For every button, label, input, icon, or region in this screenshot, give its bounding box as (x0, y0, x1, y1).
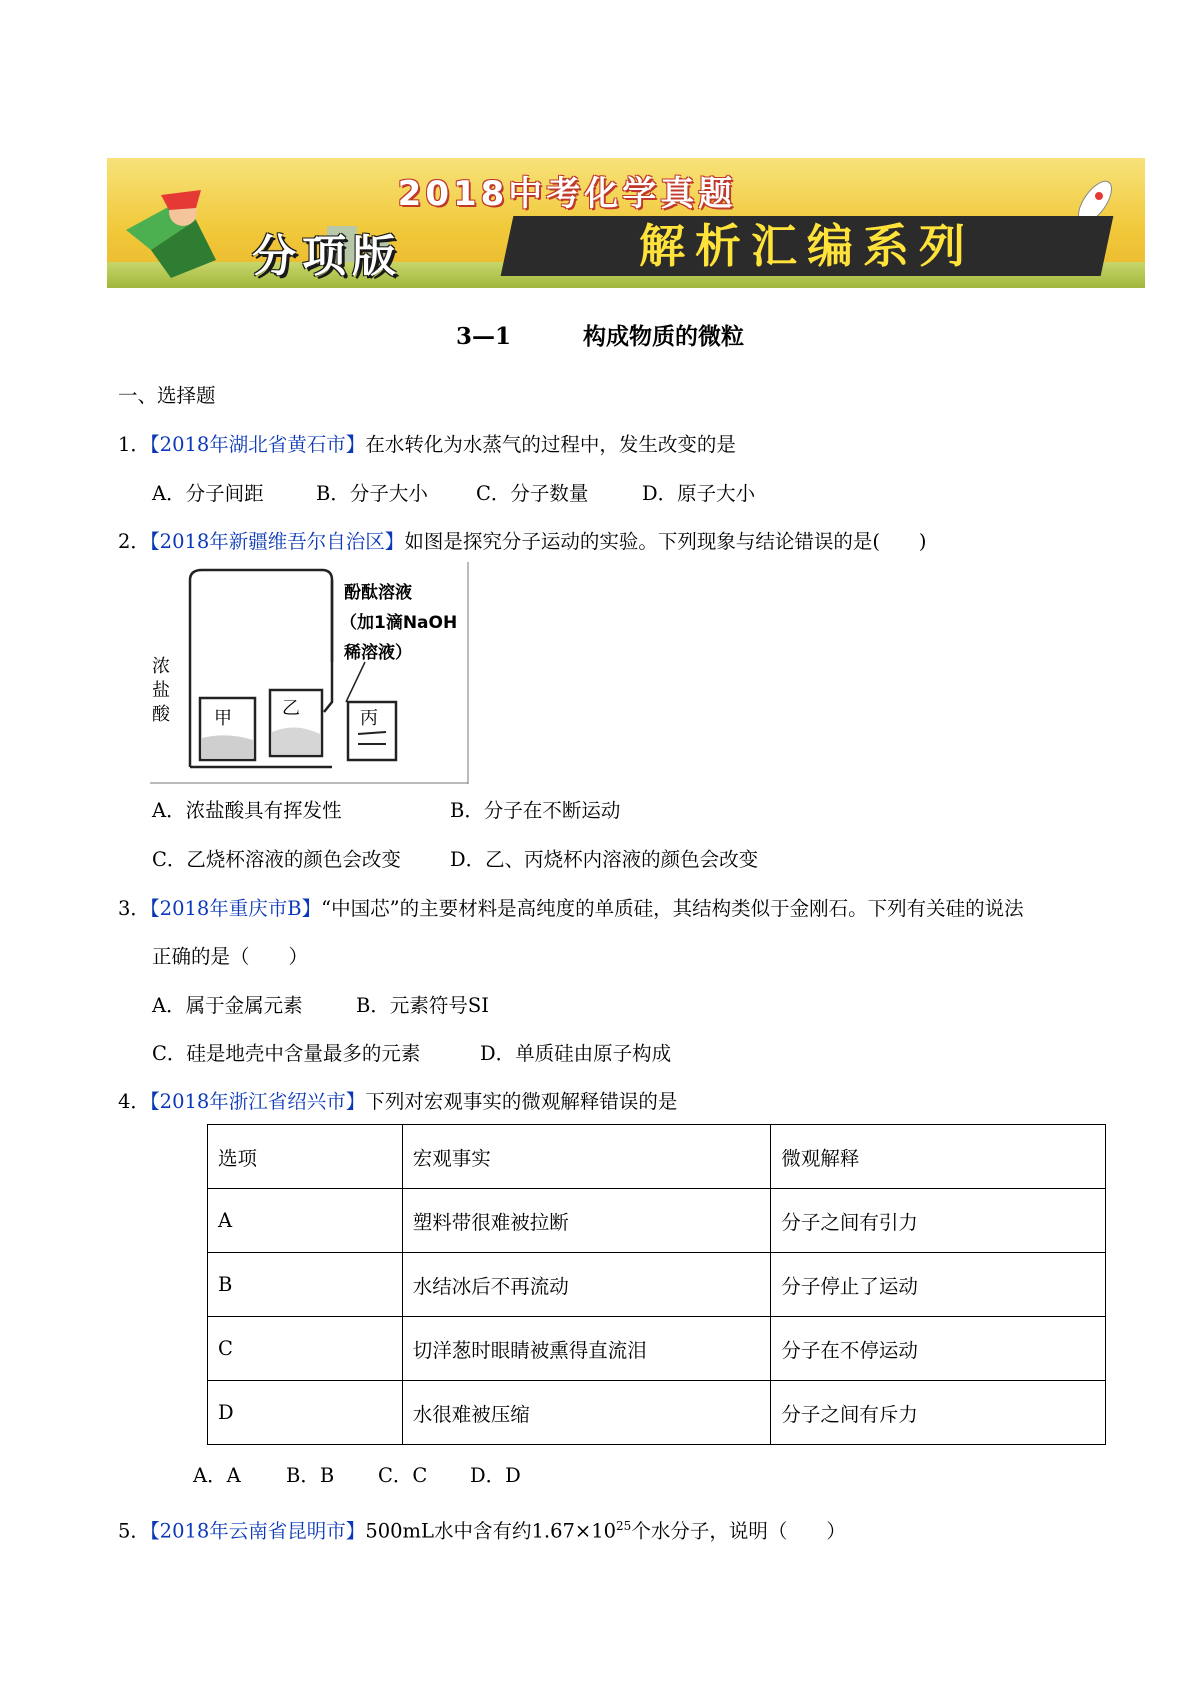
fig-beaker-b: 乙 (282, 698, 300, 719)
banner-line2-right: 解析汇编系列 (639, 219, 975, 273)
table-cell: B (208, 1253, 403, 1317)
fig-label-left-1: 浓 (152, 656, 170, 677)
header-banner (107, 158, 1145, 288)
table-cell: D (208, 1381, 403, 1445)
question-number: 5． (118, 1519, 150, 1543)
question-3-stem-cont: 正确的是（ ） (152, 945, 309, 968)
fig-beaker-c: 丙 (360, 708, 378, 729)
option-b: B．分子在不断运动 (450, 799, 621, 822)
question-stem: “中国芯”的主要材料是高纯度的单质硅，其结构类似于金刚石。下列有关硅的说法 (321, 897, 1024, 920)
fig-label-right-1: 酚酞溶液 (344, 583, 412, 603)
option-c: C．乙烧杯溶液的颜色会改变 (152, 848, 401, 871)
banner-line2-left: 分项版 (252, 231, 402, 282)
option-d: D．D (470, 1464, 521, 1487)
table-row (208, 1381, 1106, 1445)
option-b: B．分子大小 (316, 482, 428, 505)
option-d: D．乙、丙烧杯内溶液的颜色会改变 (450, 848, 759, 871)
question-number: 4． (118, 1090, 150, 1113)
table-cell: 分子之间有斥力 (771, 1381, 1106, 1445)
question-stem: 500mL水中含有约1.67×10 (365, 1519, 617, 1543)
question-stem: 在水转化为水蒸气的过程中，发生改变的是 (365, 433, 736, 456)
cartoon-kid-icon (121, 190, 231, 280)
section-heading: 一、选择题 (118, 384, 216, 407)
question-number: 3． (118, 897, 150, 920)
question-stem: 下列对宏观事实的微观解释错误的是 (365, 1090, 678, 1113)
option-d: D．单质硅由原子构成 (480, 1042, 672, 1065)
question-source: 【2018年浙江省绍兴市】 (149, 1090, 366, 1113)
title-number: 3—1 (455, 323, 511, 350)
option-c: C．C (378, 1464, 428, 1487)
option-b: B．元素符号SI (356, 994, 489, 1017)
page-title (0, 318, 1200, 351)
table-cell: C (208, 1317, 403, 1381)
table-cell: 水结冰后不再流动 (402, 1253, 771, 1317)
table-row (208, 1253, 1106, 1317)
question-5 (118, 1512, 846, 1546)
banner-line1: 2018中考化学真题 (397, 174, 737, 214)
banner-line2-right-box (501, 216, 1114, 276)
fig-label-left-3: 酸 (152, 704, 170, 725)
option-c: C．硅是地壳中含量最多的元素 (152, 1042, 421, 1065)
option-a: A．属于金属元素 (152, 994, 303, 1017)
question-1 (118, 431, 736, 459)
question-number: 2． (118, 530, 150, 553)
title-text: 构成物质的微粒 (583, 323, 744, 350)
table-cell: 水很难被压缩 (402, 1381, 771, 1445)
table-cell: 分子之间有引力 (771, 1189, 1106, 1253)
question-source: 【2018年重庆市B】 (149, 897, 322, 920)
table-cell: 切洋葱时眼睛被熏得直流泪 (402, 1317, 771, 1381)
question-stem: 如图是探究分子运动的实验。下列现象与结论错误的是( ) (404, 530, 927, 553)
question-2 (118, 528, 927, 556)
option-d: D．原子大小 (642, 482, 756, 505)
question-3 (118, 895, 1024, 923)
question-stem-rest: 个水分子，说明（ ） (631, 1519, 846, 1543)
option-b: B．B (286, 1464, 335, 1487)
question-source: 【2018年新疆维吾尔自治区】 (149, 530, 405, 553)
option-a: A．A (193, 1464, 241, 1487)
question-4 (118, 1088, 677, 1116)
table-cell: 塑料带很难被拉断 (402, 1189, 771, 1253)
option-c: C．分子数量 (476, 482, 589, 505)
table-cell: 分子在不停运动 (771, 1317, 1106, 1381)
question-source: 【2018年湖北省黄石市】 (149, 433, 366, 456)
option-a: A．浓盐酸具有挥发性 (152, 799, 342, 822)
table-header-cell: 宏观事实 (402, 1125, 771, 1189)
experiment-figure (150, 562, 470, 784)
fig-beaker-a: 甲 (214, 708, 232, 729)
table-row (208, 1189, 1106, 1253)
table-header-cell: 选项 (208, 1125, 403, 1189)
table-cell: 分子停止了运动 (771, 1253, 1106, 1317)
table-cell: A (208, 1189, 403, 1253)
comparison-table (207, 1124, 1106, 1445)
question-stem-exponent: 25 (616, 1519, 632, 1533)
option-a: A．分子间距 (152, 482, 264, 505)
table-header-cell: 微观解释 (771, 1125, 1106, 1189)
question-number: 1． (118, 433, 150, 456)
fig-label-left-2: 盐 (152, 680, 170, 701)
fig-label-right-2: （加1滴NaOH (340, 613, 458, 633)
table-row (208, 1317, 1106, 1381)
table-header-row (208, 1125, 1106, 1189)
fig-label-right-3: 稀溶液） (344, 643, 412, 663)
question-source: 【2018年云南省昆明市】 (149, 1519, 366, 1543)
